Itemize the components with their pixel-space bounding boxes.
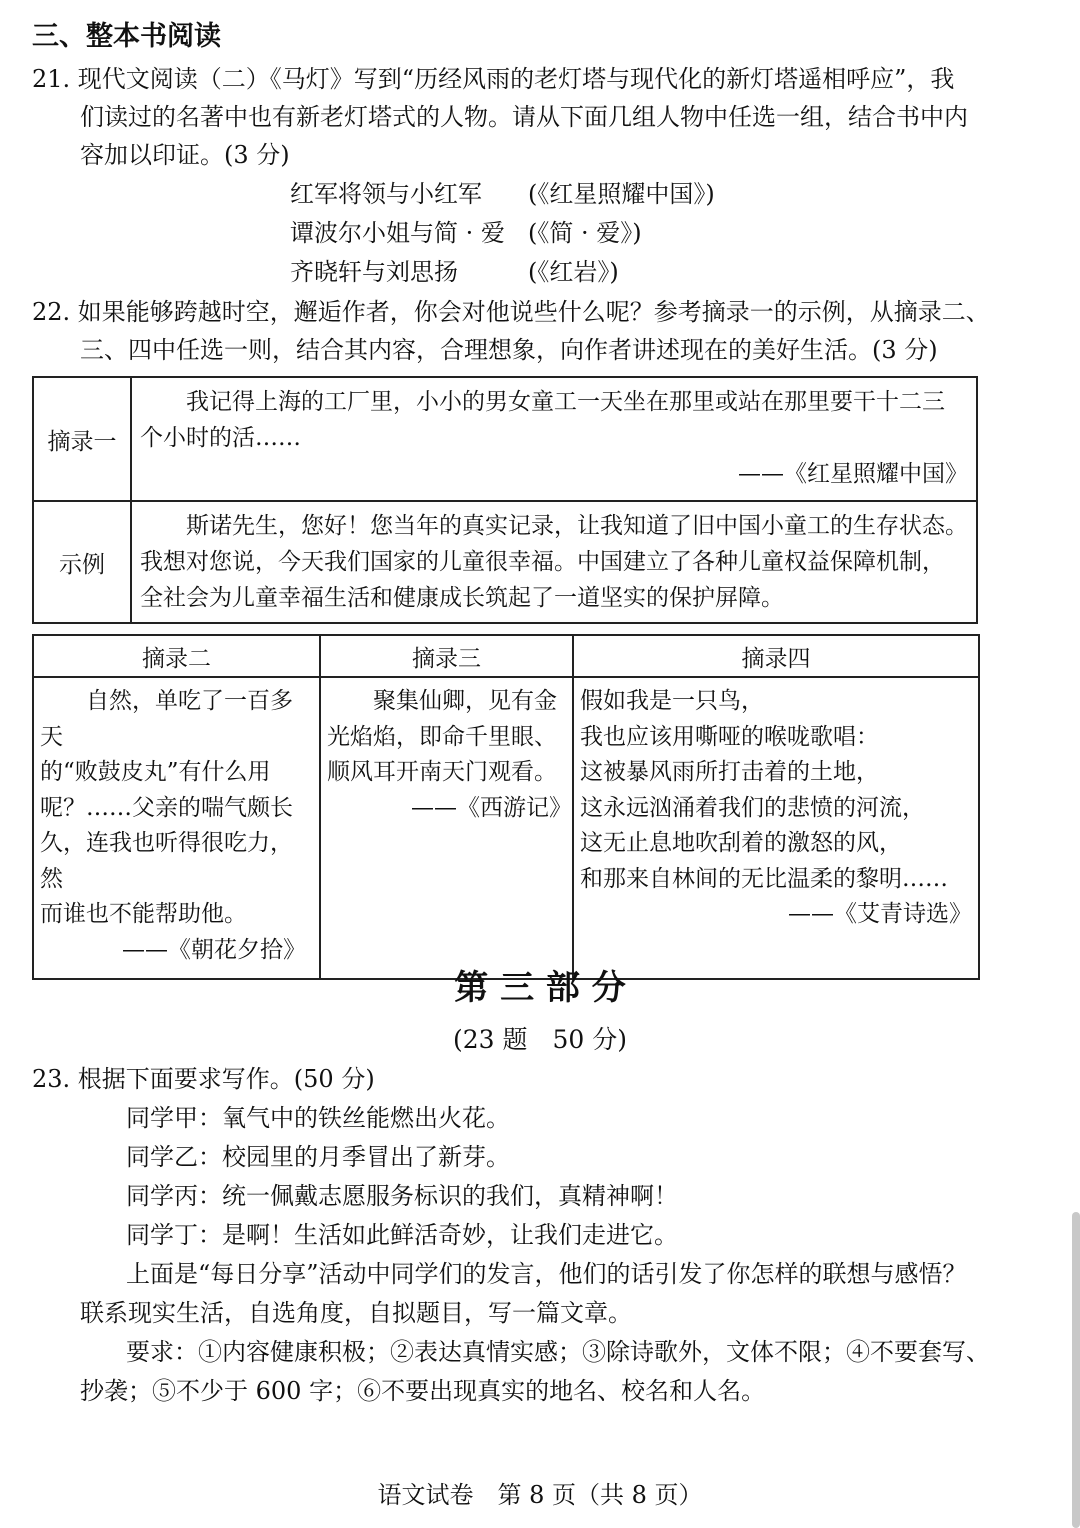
q23-line-2: 同学甲：氧气中的铁丝能燃出火花。 [126, 1104, 510, 1132]
example-body [131, 501, 977, 623]
part-title: 第 三 部 分 [454, 968, 626, 1008]
q23-line-3: 同学乙：校园里的月季冒出了新芽。 [126, 1143, 510, 1171]
excerpt-1-line-2: 个小时的活…… [140, 425, 301, 451]
excerpt-3-line-2: 光焰焰，即命千里眼、 [327, 723, 557, 750]
q23-line-8: 要求：①内容健康积极；②表达真情实感；③除诗歌外，文体不限；④不要套写、 [126, 1338, 990, 1366]
page-footer: 语文试卷 第 8 页（共 8 页） [377, 1481, 703, 1509]
excerpt-1-source: ——《红星照耀中国》 [738, 461, 968, 487]
part-subtitle: (23 题 50 分) [452, 1025, 628, 1054]
example-line-3: 全社会为儿童幸福生活和健康成长筑起了一道坚实的保护屏障。 [140, 585, 784, 611]
excerpt-3-source: ——《西游记》 [411, 794, 572, 821]
excerpt-3-header: 摘录三 [320, 635, 573, 677]
section-heading: 三、整本书阅读 [32, 21, 221, 52]
excerpt-4-line-2: 我也应该用嘶哑的喉咙歌唱： [580, 723, 879, 750]
q23-line-9: 抄袭；⑤不少于 600 字；⑥不要出现真实的地名、校名和人名。 [80, 1377, 766, 1405]
excerpt-4-source: ——《艾青诗选》 [788, 901, 972, 927]
excerpt-4-line-1: 假如我是一只鸟， [580, 688, 764, 714]
excerpt-2-line-5: 而谁也不能帮助他。 [40, 901, 247, 927]
q21-line-2: 们读过的名著中也有新老灯塔式的人物。请从下面几组人物中任选一组，结合书中内 [80, 103, 968, 131]
q21-option-3-people: 齐晓轩与刘思扬 [290, 258, 458, 286]
excerpt-2-line-3: 呢？……父亲的喘气颇长 [40, 794, 293, 821]
q21-option-2-people: 谭波尔小姐与简 · 爱 [290, 219, 505, 247]
excerpt-2-line-1: 自然，单吃了一百多天 [40, 688, 293, 750]
excerpt-2-line-4: 久，连我也听得很吃力，然 [40, 830, 293, 892]
excerpt-2-body [33, 677, 320, 979]
q22-line-1: 22. 如果能够跨越时空，邂逅作者，你会对他说些什么呢？参考摘录一的示例，从摘录二、 [32, 298, 990, 326]
vertical-scrollbar[interactable] [1072, 1212, 1080, 1528]
example-line-1: 斯诺先生，您好！您当年的真实记录，让我知道了旧中国小童工的生存状态。 [186, 513, 968, 539]
excerpt-2-header: 摘录二 [33, 635, 320, 677]
excerpt-table-1 [32, 376, 978, 624]
excerpt-4-body [573, 677, 979, 979]
excerpt-table-2 [32, 634, 980, 980]
q21-line-1: 21. 现代文阅读（二）《马灯》写到“历经风雨的老灯塔与现代化的新灯塔遥相呼应”，我 [32, 65, 955, 93]
excerpt-4-line-6: 和那来自林间的无比温柔的黎明…… [580, 865, 948, 892]
excerpt-1-label: 摘录一 [33, 377, 131, 501]
excerpt-2-source: ——《朝花夕拾》 [122, 936, 306, 963]
q21-option-2-book: (《简 · 爱》) [528, 219, 642, 247]
excerpt-4-line-5: 这无止息地吹刮着的激怒的风， [580, 830, 902, 856]
example-line-2: 我想对您说，今天我们国家的儿童很幸福。中国建立了各种儿童权益保障机制， [140, 549, 945, 575]
q21-line-3: 容加以印证。(3 分) [80, 141, 290, 169]
excerpt-1-line-1: 我记得上海的工厂里，小小的男女童工一天坐在那里或站在那里要干十二三 [186, 389, 945, 415]
excerpt-3-line-1: 聚集仙卿，见有金 [373, 688, 557, 714]
excerpt-3-body [320, 677, 573, 979]
excerpt-2-line-2: 的“败鼓皮丸”有什么用 [40, 759, 271, 785]
q23-line-5: 同学丁：是啊！生活如此鲜活奇妙，让我们走进它。 [126, 1221, 678, 1249]
q23-line-7: 联系现实生活，自选角度，自拟题目，写一篇文章。 [80, 1299, 632, 1327]
q21-option-1-book: (《红星照耀中国》) [528, 180, 715, 208]
q23-line-4: 同学丙：统一佩戴志愿服务标识的我们，真精神啊！ [126, 1182, 678, 1210]
q23-line-1: 23. 根据下面要求写作。(50 分) [32, 1065, 375, 1093]
excerpt-4-line-4: 这永远汹涌着我们的悲愤的河流， [580, 794, 925, 821]
example-label: 示例 [33, 501, 131, 623]
q22-line-2: 三、四中任选一则，结合其内容，合理想象，向作者讲述现在的美好生活。(3 分) [80, 336, 938, 364]
q21-option-1-people: 红军将领与小红军 [290, 180, 482, 208]
excerpt-1-body [131, 377, 977, 501]
excerpt-4-line-3: 这被暴风雨所打击着的土地， [580, 759, 879, 785]
excerpt-4-header: 摘录四 [573, 635, 979, 677]
q23-line-6: 上面是“每日分享”活动中同学们的发言，他们的话引发了你怎样的联想与感悟？ [126, 1260, 967, 1288]
q21-option-3-book: (《红岩》) [528, 258, 619, 286]
excerpt-3-line-3: 顺风耳开南天门观看。 [327, 759, 557, 785]
